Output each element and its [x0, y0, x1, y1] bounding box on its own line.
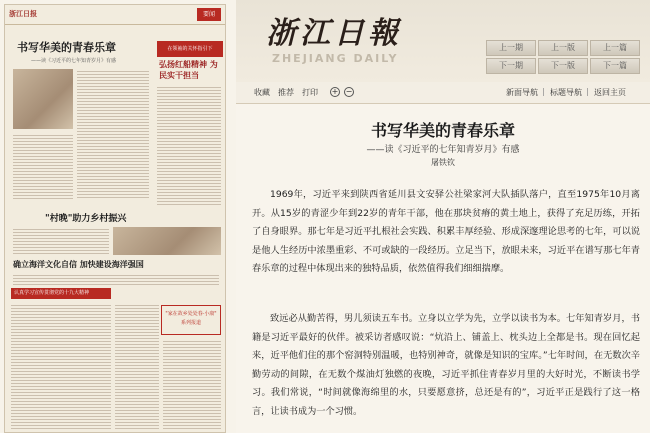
paper-text-column: [13, 273, 219, 285]
separator: |: [586, 87, 589, 96]
article-reader: [236, 0, 650, 433]
paper-name: 浙江日报: [9, 10, 37, 18]
paper-red-strip: 认真学习宣传贯彻党的十九大精神: [11, 288, 111, 299]
paper-text-column: [77, 69, 149, 199]
prev-article-button[interactable]: 上一篇: [590, 40, 640, 56]
masthead: [236, 0, 650, 82]
zoom-out-icon[interactable]: −: [345, 87, 353, 96]
paper-photo: [113, 227, 221, 255]
paper-box-title: "家在故乡处处春·小康": [165, 311, 217, 317]
article-subtitle: ——读《习近平的七年知青岁月》有感: [366, 145, 520, 155]
newspaper-page-thumbnail[interactable]: [4, 4, 226, 433]
recommend-link[interactable]: 推荐: [278, 88, 294, 97]
article-paragraph: 致远必从勤苦得，男儿须读五车书。立身以立学为先，立学以读书为本。七年知青岁月，书籍是习近平最好的伙伴。被采访者感叹说：“炕沿上、铺盖上、枕头边上全都是书。现在回忆起来，近平他们住的那个窑洞特别温暖，也特别神奇，就像是知识的宝库。”七年时间，在无数次辛勤劳动的间隙，在无数个煤油灯独燃的夜晚，习近平抓住青春岁月里的大好时光，不断读书学习。我们常说，“时间就像海绵里的水，只要愿意挤，总还是有的”，习近平正是践行了这一格言，让读书成为一个习惯。: [252, 313, 640, 417]
paper-photo: [13, 69, 73, 129]
article-body: [246, 108, 640, 433]
collect-link[interactable]: 收藏: [254, 88, 270, 97]
paper-text-column: [11, 303, 111, 431]
toolbar: [236, 82, 650, 104]
article-author: 屠铁钦: [431, 158, 455, 167]
paper-subheadline: ——读《习近平的七年知青岁月》有感: [31, 58, 117, 64]
page-navigation-link[interactable]: 新面导航: [506, 88, 538, 97]
print-link[interactable]: 打印: [302, 88, 318, 97]
article-paragraph: 1969年，习近平来到陕西省延川县文安驿公社梁家河大队插队落户，直至1975年10月离开。从15岁的青涩少年到22岁的青年干部，他在那块贫瘠的黄土地上，获得了充足历练，开拓了自身眼界。那七年是习近平扎根社会实践、积累丰厚经验、形成深邃理论思考的七年，可以说是他人生经历中浓墨重彩、不可或缺的一段经历。立足当下，放眼未来，习近平在谱写那七年青春乐章的过程中体现出来的独特品质，依然值得我们细细揣摩。: [252, 189, 640, 274]
paper-mid-title[interactable]: "村晚"助力乡村振兴: [45, 214, 127, 224]
article-title: 书写华美的青春乐章: [370, 121, 515, 140]
paper-text-column: [157, 85, 221, 205]
paper-section-badge: 要闻: [197, 8, 221, 21]
paper-side-title[interactable]: 弘扬红船精神 为民实干担当: [159, 59, 218, 80]
logo-english: ZHEJIANG DAILY: [272, 52, 399, 65]
paper-text-column: [13, 227, 109, 255]
next-article-button[interactable]: 下一篇: [590, 58, 640, 74]
paper-headline[interactable]: 书写华美的青春乐章: [17, 41, 116, 54]
paper-header: [5, 5, 225, 25]
back-home-link[interactable]: 返回主页: [594, 88, 626, 97]
next-issue-button[interactable]: 下一期: [486, 58, 536, 74]
title-navigation-link[interactable]: 标题导航: [550, 88, 582, 97]
paper-text-column: [163, 339, 221, 431]
paper-text-column: [13, 133, 73, 199]
paper-text-column: [115, 303, 159, 431]
paper-box-sub: 系列报道: [180, 320, 201, 326]
separator: |: [542, 87, 545, 96]
paper-side-banner: 在领袖的关怀指引下: [157, 41, 223, 57]
zoom-in-icon[interactable]: +: [331, 87, 339, 96]
paper-bottom-title[interactable]: 确立海洋文化自信 加快建设海洋强国: [13, 259, 144, 269]
prev-issue-button[interactable]: 上一期: [486, 40, 536, 56]
paper-box[interactable]: [161, 305, 221, 335]
prev-page-button[interactable]: 上一版: [538, 40, 588, 56]
zhejiang-daily-logo: 浙江日報: [266, 16, 402, 51]
next-page-button[interactable]: 下一版: [538, 58, 588, 74]
